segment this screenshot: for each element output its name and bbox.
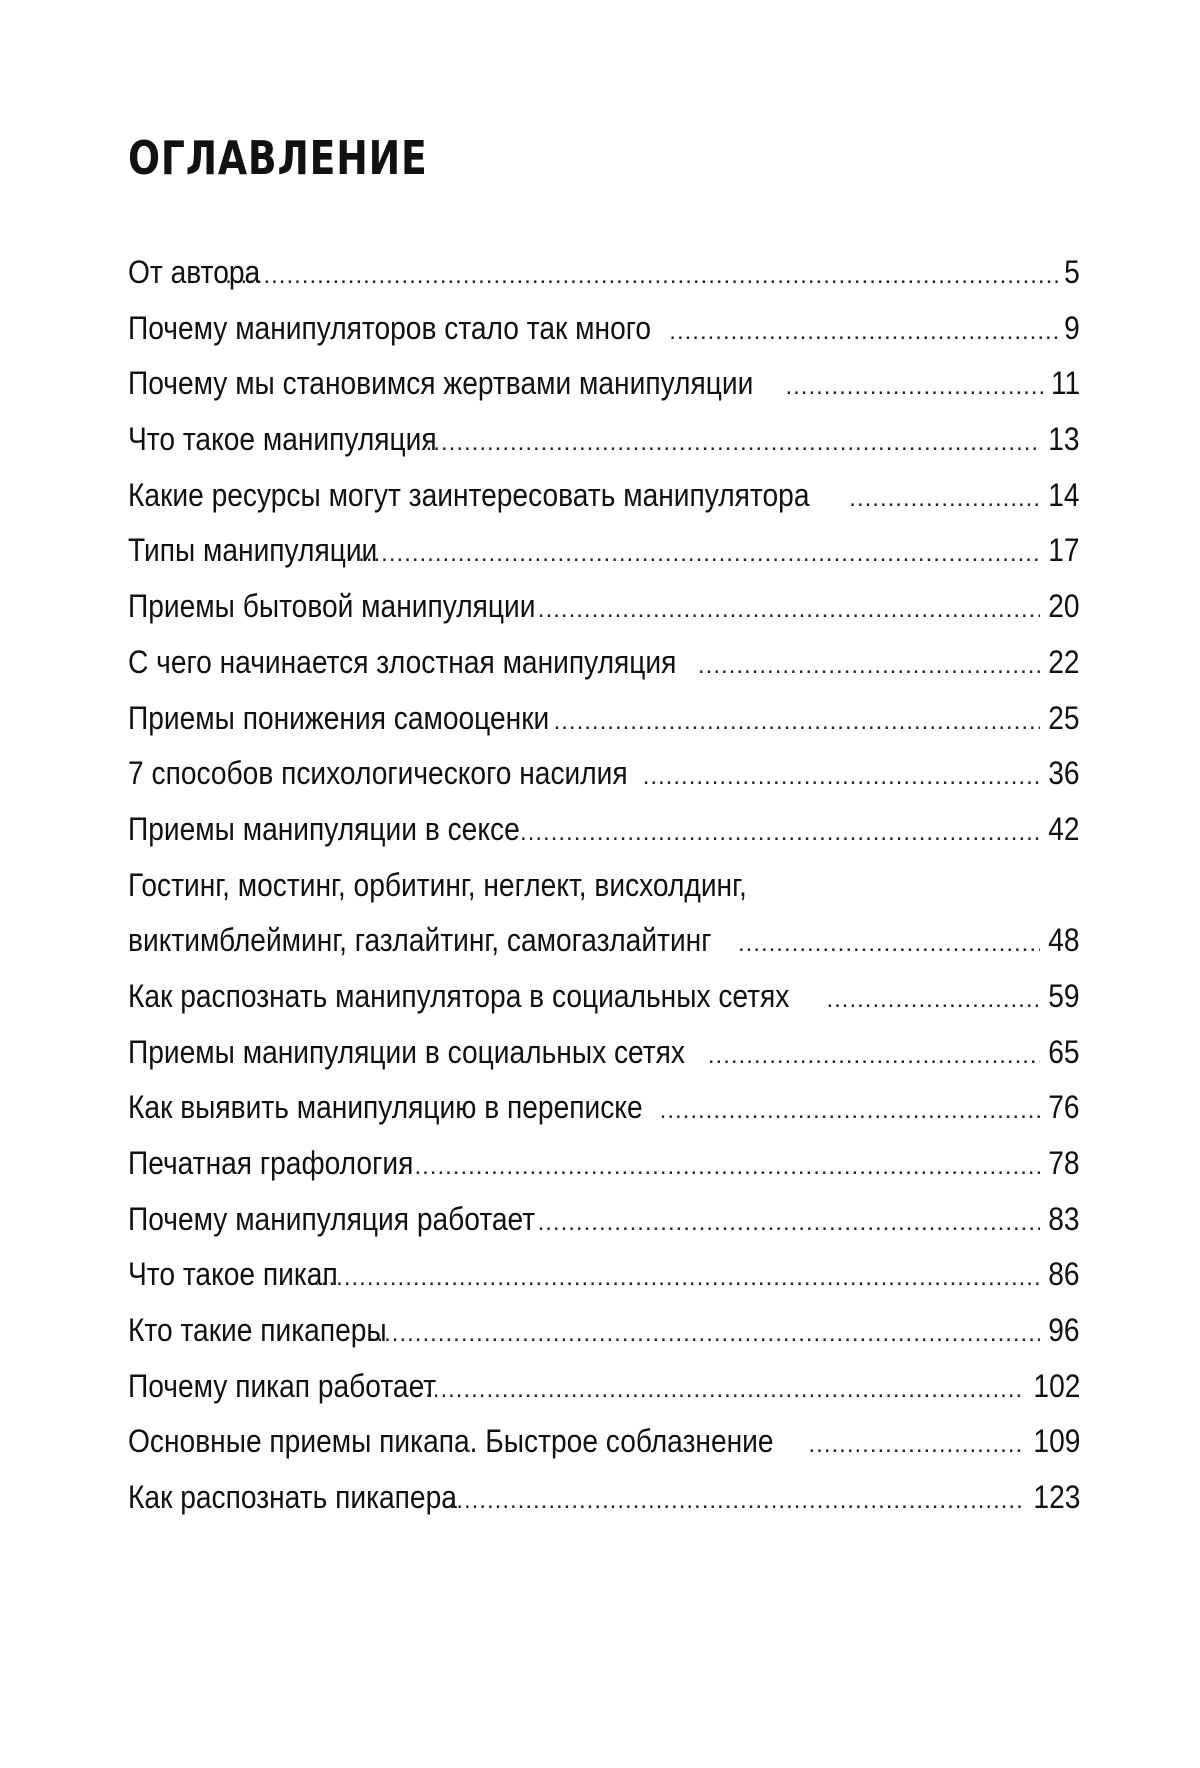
toc-dot-leader (369, 1303, 1041, 1362)
toc-page-number: 83 (1048, 1200, 1080, 1237)
toc-entry-title: 7 способов психологического насилия (128, 755, 628, 792)
toc-dot-leader (554, 691, 1041, 750)
toc-dot-leader (808, 1414, 1022, 1473)
toc-page-number: 123 (1033, 1479, 1080, 1516)
toc-dot-leader (669, 301, 1058, 360)
toc-entry-title: Как выявить манипуляцию в переписке (128, 1089, 643, 1126)
toc-entry (128, 1080, 1080, 1136)
toc-dot-leader (225, 245, 1058, 304)
toc-entry (128, 691, 1080, 747)
toc-entry-title: Приемы бытовой манипуляции (128, 588, 536, 625)
toc-dot-leader (538, 579, 1040, 638)
toc-entry (128, 635, 1080, 691)
toc-entry (128, 1303, 1080, 1359)
toc-entry (128, 913, 1080, 969)
toc-entry-title: Что такое пикап (128, 1256, 338, 1293)
toc-page-number: 5 (1064, 254, 1080, 290)
toc-entry (128, 468, 1080, 524)
toc-entry-title: Кто такие пикаперы (128, 1312, 387, 1349)
toc-dot-leader (313, 1247, 1040, 1306)
toc-entry (128, 356, 1080, 412)
toc-dot-leader (643, 746, 1041, 805)
toc-dot-leader (708, 1025, 1041, 1084)
toc-page-number: 76 (1048, 1089, 1080, 1126)
toc-entry (128, 245, 1080, 301)
toc-dot-leader (785, 356, 1042, 415)
toc-page-number: 20 (1048, 588, 1080, 625)
toc-entry (128, 412, 1080, 468)
toc-entry (128, 1359, 1080, 1415)
toc-dot-leader (698, 635, 1040, 694)
toc-entry-title: виктимблейминг, газлайтинг, самогазлайтинг (128, 922, 712, 959)
toc-entry (128, 1414, 1080, 1470)
toc-entry (128, 969, 1080, 1025)
toc-page-number: 48 (1048, 922, 1080, 959)
toc-entry-title: Приемы понижения самооценки (128, 699, 550, 736)
toc-entry-title: Типы манипуляции (128, 532, 378, 569)
toc-dot-leader (358, 523, 1040, 582)
toc-page-number: 102 (1033, 1367, 1080, 1404)
toc-entry (128, 579, 1080, 635)
toc-entry-continued-line (128, 858, 1080, 914)
toc-page-number: 11 (1050, 365, 1080, 402)
toc-page-number: 109 (1033, 1423, 1080, 1460)
toc-entry-title: Основные приемы пикапа. Быстрое соблазнение (128, 1423, 774, 1460)
page-title: ОГЛАВЛЕНИЕ (128, 131, 428, 185)
toc-entry-title: Почему пикап работает (128, 1367, 437, 1404)
toc-dot-leader (660, 1080, 1041, 1139)
table-of-contents (128, 245, 1080, 1526)
toc-page-number: 65 (1048, 1033, 1080, 1070)
toc-entry-title: Почему мы становимся жертвами манипуляции (128, 365, 754, 402)
toc-entry-title: Приемы манипуляции в сексе (128, 810, 520, 847)
toc-entry (128, 1136, 1080, 1192)
toc-entry-title: Почему манипуляторов стало так много (128, 309, 652, 346)
toc-dot-leader (449, 1470, 1023, 1529)
toc-page-number: 17 (1048, 532, 1080, 569)
toc-dot-leader (425, 1359, 1022, 1418)
toc-dot-leader (426, 412, 1041, 471)
toc-entry-title: Какие ресурсы могут заинтересовать манипулятора (128, 476, 810, 513)
toc-entry-title: Почему манипуляция работает (128, 1200, 536, 1237)
toc-page-number: 36 (1048, 755, 1080, 792)
toc-entry (128, 746, 1080, 802)
toc-entry-title: Что такое манипуляция (128, 421, 437, 458)
toc-dot-leader (849, 468, 1040, 527)
toc-page-number: 14 (1048, 476, 1080, 513)
toc-entry-title: От автора (128, 254, 261, 290)
toc-entry (128, 1247, 1080, 1303)
toc-dot-leader (538, 1192, 1041, 1251)
toc-page-number: 22 (1048, 643, 1080, 680)
toc-entry (128, 1470, 1080, 1526)
toc-dot-leader (826, 969, 1040, 1028)
toc-page-number: 42 (1048, 810, 1080, 847)
toc-page-number: 86 (1048, 1256, 1080, 1293)
toc-entry-title: Как распознать манипулятора в социальных сетях (128, 977, 790, 1014)
toc-entry-title: Печатная графология (128, 1145, 414, 1181)
toc-page-number: 96 (1048, 1312, 1080, 1349)
toc-page-number: 9 (1064, 309, 1080, 346)
toc-page-number: 13 (1048, 421, 1080, 458)
toc-entry (128, 1192, 1080, 1248)
toc-page-number: 25 (1048, 699, 1080, 736)
toc-dot-leader (399, 1136, 1040, 1195)
toc-entry-title: С чего начинается злостная манипуляция (128, 643, 677, 680)
toc-entry-title-line1: Гостинг, мостинг, орбитинг, неглект, висхолдинг, (128, 866, 747, 903)
toc-dot-leader (520, 802, 1040, 861)
toc-page-number: 59 (1048, 977, 1080, 1014)
toc-entry (128, 1025, 1080, 1081)
toc-entry-title: Приемы манипуляции в социальных сетях (128, 1033, 686, 1070)
toc-entry (128, 523, 1080, 579)
toc-entry (128, 802, 1080, 858)
toc-dot-leader (738, 913, 1040, 972)
toc-page-number: 78 (1048, 1145, 1080, 1181)
toc-entry (128, 301, 1080, 357)
toc-entry-title: Как распознать пикапера (128, 1479, 457, 1516)
